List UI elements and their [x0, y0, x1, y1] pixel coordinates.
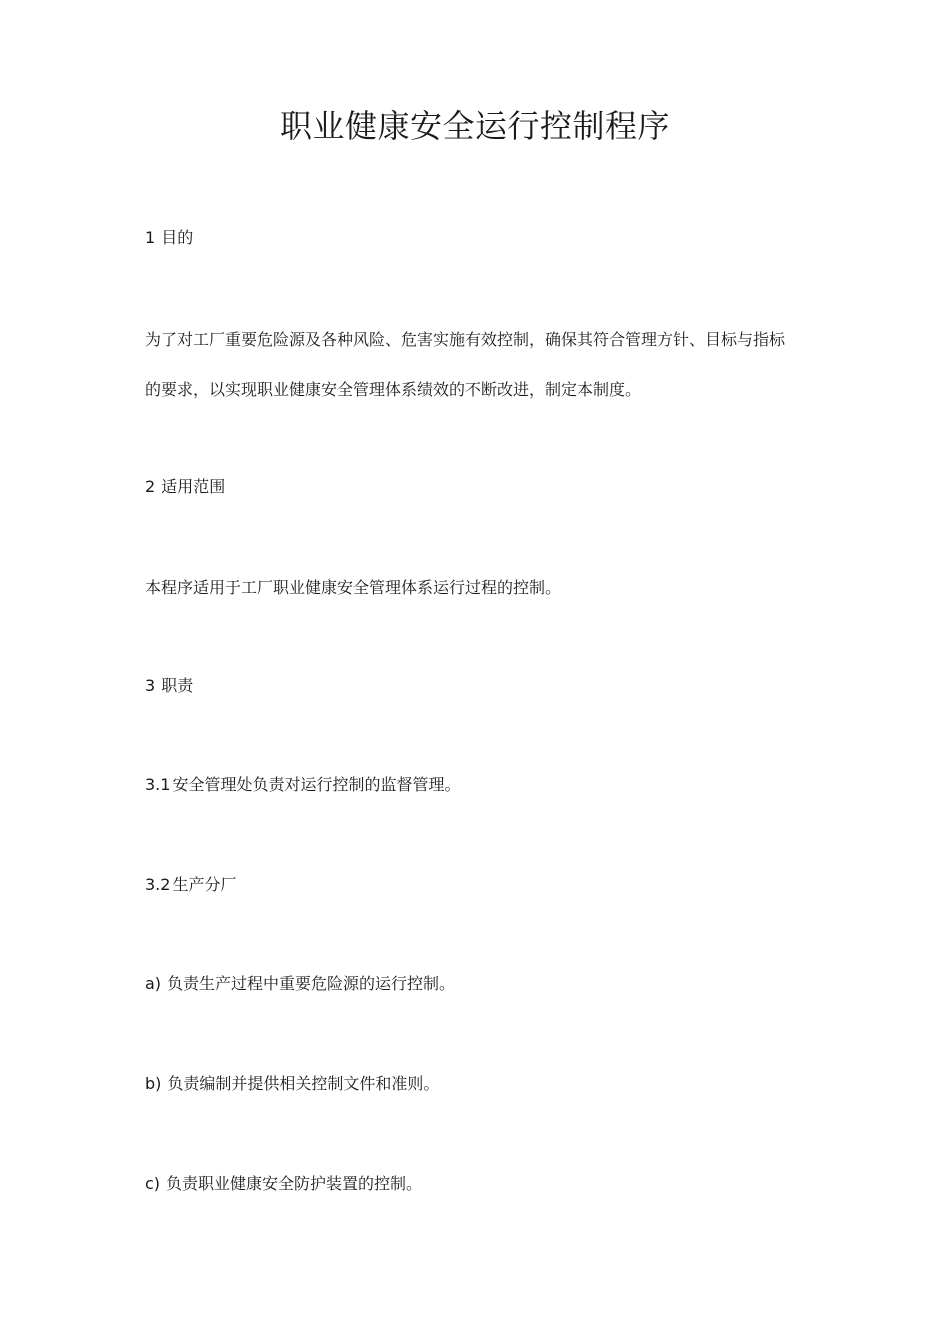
section-2-heading: [145, 475, 825, 499]
section-1-paragraph-line-1: 为了对工厂重要危险源及各种风险、危害实施有效控制，确保其符合管理方针、目标与指标: [145, 330, 786, 349]
section-number: 2: [145, 477, 156, 496]
section-1-paragraph-line-2: 的要求，以实现职业健康安全管理体系绩效的不断改进，制定本制度。: [145, 380, 642, 399]
list-item-a: [145, 972, 825, 996]
section-heading-text: 适用范围: [161, 477, 226, 496]
list-item-text: 负责生产过程中重要危险源的运行控制。: [167, 974, 456, 993]
list-item-text: 负责职业健康安全防护装置的控制。: [166, 1174, 423, 1193]
clause-number: 3.1: [145, 775, 171, 794]
section-heading-text: 目的: [161, 228, 194, 247]
section-number: 3: [145, 676, 156, 695]
section-heading-text: 职责: [161, 676, 194, 695]
clause-number: 3.2: [145, 875, 171, 894]
document-title: 职业健康安全运行控制程序: [279, 107, 670, 145]
section-number: 1: [145, 228, 156, 247]
clause-3-1: [145, 773, 825, 797]
clause-3-2: [145, 873, 825, 897]
list-marker: b): [145, 1074, 162, 1093]
list-marker: a): [145, 974, 162, 993]
list-item-b: [145, 1072, 825, 1096]
list-item-text: 负责编制并提供相关控制文件和准则。: [167, 1074, 440, 1093]
list-marker: c): [145, 1174, 161, 1193]
clause-text: 生产分厂: [172, 875, 237, 894]
section-3-heading: [145, 674, 825, 698]
section-2-paragraph: 本程序适用于工厂职业健康安全管理体系运行过程的控制。: [145, 578, 562, 597]
list-item-c: [145, 1172, 825, 1196]
section-1-heading: [145, 226, 825, 250]
clause-text: 安全管理处负责对运行控制的监督管理。: [172, 775, 461, 794]
